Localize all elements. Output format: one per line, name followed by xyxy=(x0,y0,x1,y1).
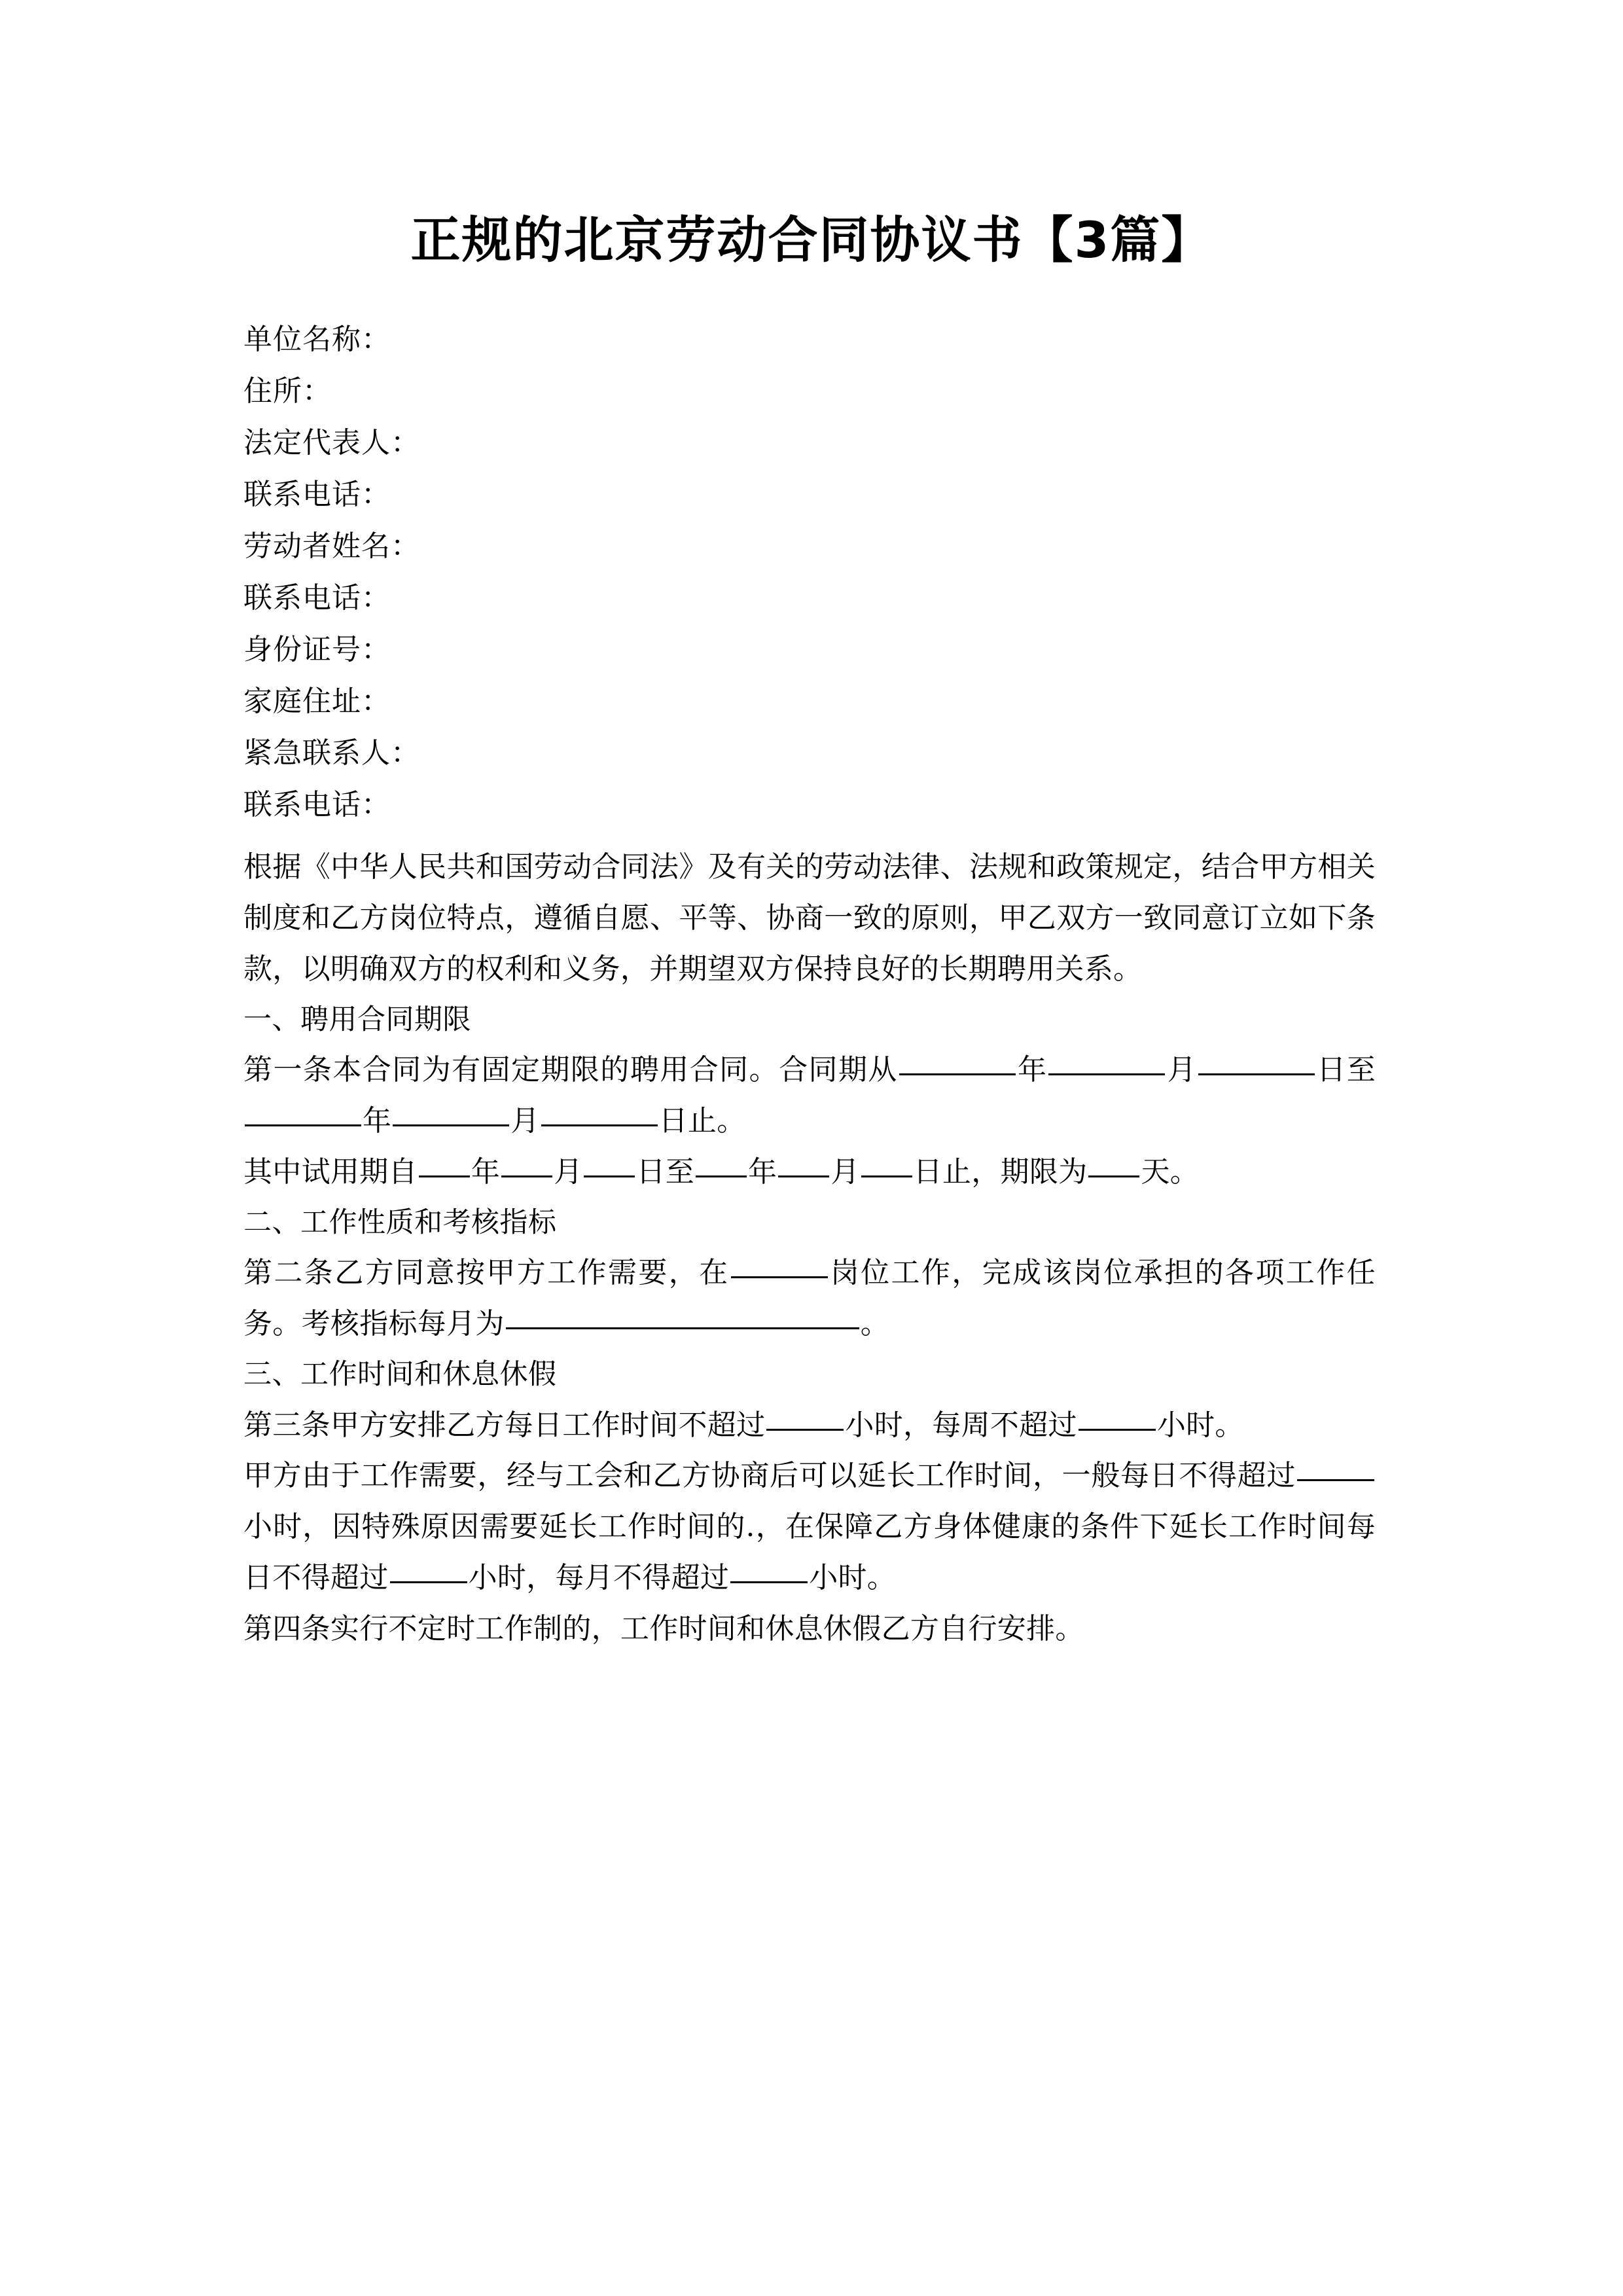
fill-in-blank[interactable] xyxy=(1079,1400,1156,1431)
clause-text: 年 xyxy=(1016,1053,1048,1087)
clause-text: 甲方由于工作需要，经与工会和乙方协商后可以延长工作时间，一般每日不得超过 xyxy=(243,1459,1296,1493)
clause-article-2 xyxy=(243,1247,1376,1350)
preamble-paragraph: 根据《中华人民共和国劳动合同法》及有关的劳动法律、法规和政策规定，结合甲方相关制度和乙方岗位特点，遵循自愿、平等、协商一致的原则，甲乙双方一致同意订立如下条款，以明确双方的权利和义务，并期望双方保持良好的长期聘用关系。 xyxy=(243,850,1376,986)
clause-text: 年 xyxy=(363,1104,392,1138)
clause-article-4 xyxy=(243,1604,1376,1655)
clause-text: 第三条甲方安排乙方每日工作时间不超过 xyxy=(243,1408,766,1442)
fill-in-blank[interactable] xyxy=(1088,1147,1139,1177)
clause-text: 第四条实行不定时工作制的，工作时间和休息休假乙方自行安排。 xyxy=(243,1612,1084,1646)
clause-text: 日至 xyxy=(636,1155,695,1189)
clause-article-1 xyxy=(243,1045,1376,1147)
fill-in-blank[interactable] xyxy=(501,1147,552,1177)
fill-in-blank[interactable] xyxy=(1297,1450,1374,1481)
clause-text: 日至 xyxy=(1316,1053,1376,1087)
fill-in-blank[interactable] xyxy=(696,1147,747,1177)
party-field-row xyxy=(243,428,1376,480)
party-field-row xyxy=(243,790,1376,842)
party-field-row xyxy=(243,635,1376,687)
party-field-label: 家庭住址： xyxy=(243,685,391,718)
clause-text: 月 xyxy=(554,1155,583,1189)
fill-in-blank[interactable] xyxy=(393,1096,509,1126)
party-field-label: 联系电话： xyxy=(243,478,391,511)
fill-in-blank[interactable] xyxy=(584,1147,635,1177)
party-field-row xyxy=(243,325,1376,376)
party-field-row xyxy=(243,376,1376,428)
party-field-label: 联系电话： xyxy=(243,788,391,821)
clause-text: 小时，每月不得超过 xyxy=(468,1561,730,1595)
fill-in-blank[interactable] xyxy=(390,1552,467,1583)
clause-text: 小时，每周不超过 xyxy=(845,1408,1077,1442)
section-heading: 二、工作性质和考核指标 xyxy=(243,1206,557,1239)
party-field-label: 住所： xyxy=(243,374,332,408)
clause-text: 月 xyxy=(510,1104,540,1138)
clause-text: 年 xyxy=(471,1155,501,1189)
clause-text: 年 xyxy=(748,1155,777,1189)
fill-in-blank[interactable] xyxy=(1048,1045,1165,1075)
fill-in-blank[interactable] xyxy=(731,1247,828,1278)
party-field-label: 紧急联系人： xyxy=(243,736,420,770)
section-heading: 一、聘用合同期限 xyxy=(243,1003,471,1036)
fill-in-blank[interactable] xyxy=(778,1147,829,1177)
party-field-label: 身份证号： xyxy=(243,633,391,666)
fill-in-blank[interactable] xyxy=(245,1096,361,1126)
fill-in-blank[interactable] xyxy=(1198,1045,1315,1075)
section-heading: 三、工作时间和休息休假 xyxy=(243,1358,557,1391)
clause-text: 小时。 xyxy=(809,1561,897,1595)
party-field-row xyxy=(243,583,1376,635)
party-field-row xyxy=(243,738,1376,790)
fill-in-blank[interactable] xyxy=(766,1400,844,1431)
fill-in-blank[interactable] xyxy=(506,1299,859,1329)
fill-in-blank[interactable] xyxy=(541,1096,658,1126)
party-field-label: 法定代表人： xyxy=(243,426,420,459)
clause-text: 。 xyxy=(860,1307,890,1341)
clause-article-1-probation xyxy=(243,1147,1376,1198)
party-field-label: 联系电话： xyxy=(243,581,391,615)
clause-text: 日止。 xyxy=(658,1104,746,1138)
clause-text: 天。 xyxy=(1141,1155,1200,1189)
clause-text: 岗位工作，完成该岗位承担的各项工作任务。考核指标每月为 xyxy=(243,1256,1376,1341)
party-fields-list xyxy=(243,325,1376,842)
party-field-row xyxy=(243,687,1376,738)
clause-text: 小时。 xyxy=(1156,1408,1244,1442)
page-title: 正规的北京劳动合同协议书【3篇】 xyxy=(410,210,1213,269)
document-body xyxy=(243,325,1376,1655)
clause-text: 月 xyxy=(1166,1053,1198,1087)
fill-in-blank[interactable] xyxy=(419,1147,470,1177)
contract-sections xyxy=(243,995,1376,1655)
party-field-label: 劳动者姓名： xyxy=(243,529,420,563)
clause-text: 第一条本合同为有固定期限的聘用合同。合同期从 xyxy=(243,1053,898,1087)
fill-in-blank[interactable] xyxy=(861,1147,912,1177)
clause-text: 其中试用期自 xyxy=(243,1155,418,1189)
party-field-row xyxy=(243,480,1376,531)
fill-in-blank[interactable] xyxy=(730,1552,808,1583)
clause-article-3-overtime xyxy=(243,1450,1376,1604)
party-field-row xyxy=(243,531,1376,583)
clause-article-3 xyxy=(243,1400,1376,1451)
party-field-label: 单位名称： xyxy=(243,323,391,356)
clause-text: 小时，因特殊原因需要延长工作时间的.，在保障乙方身体健康的条件下延长工作时间每日不得超过 xyxy=(243,1510,1376,1595)
clause-text: 第二条乙方同意按甲方工作需要，在 xyxy=(243,1256,730,1290)
fill-in-blank[interactable] xyxy=(899,1045,1016,1075)
clause-text: 月 xyxy=(830,1155,860,1189)
clause-text: 日止，期限为 xyxy=(913,1155,1088,1189)
